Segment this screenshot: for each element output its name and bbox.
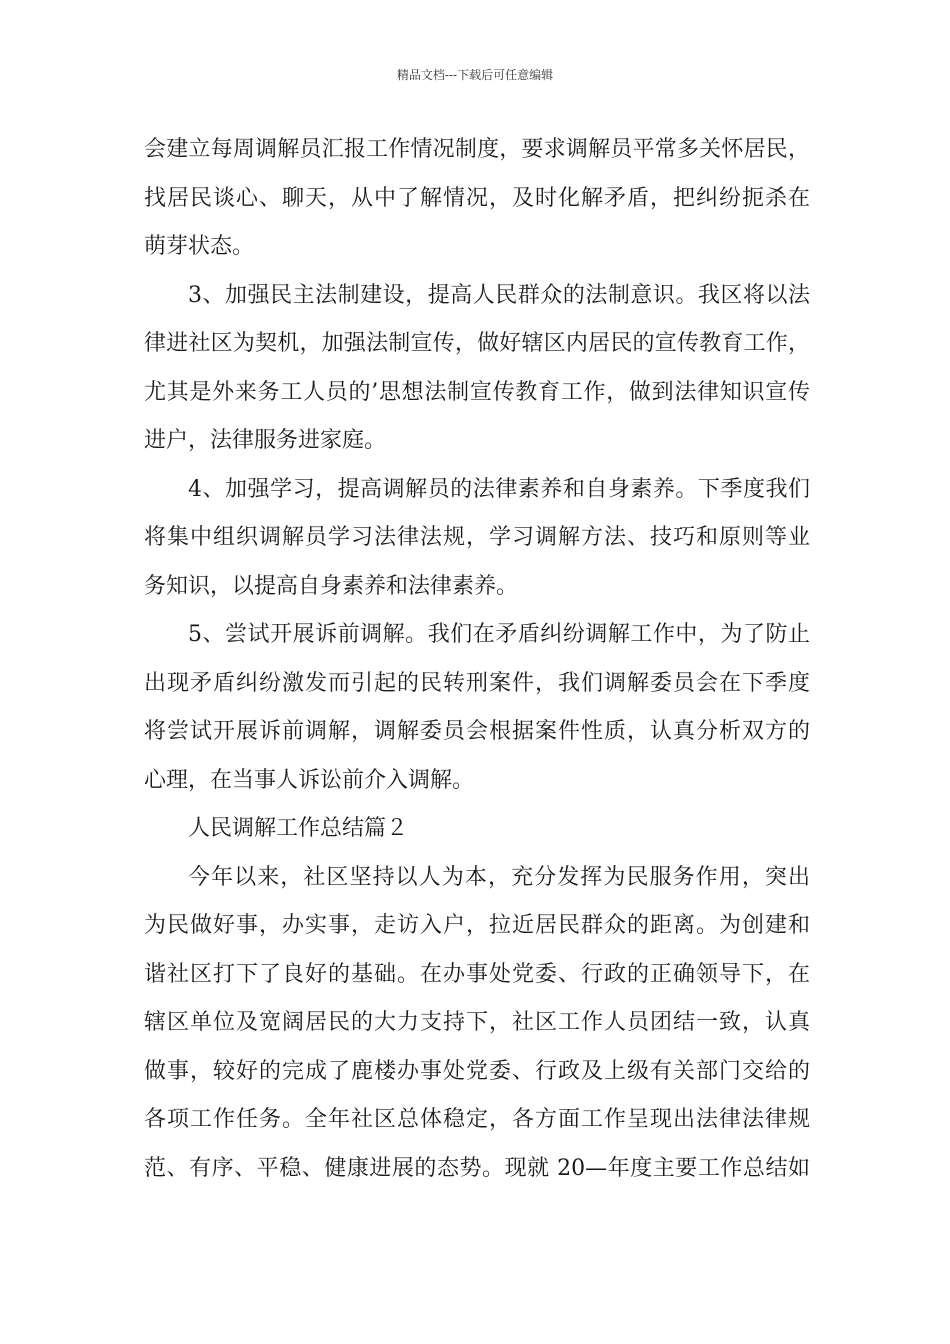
- text-line: 律进社区为契机，加强法制宣传，做好辖区内居民的宣传教育工作，: [144, 331, 810, 356]
- page-header: 精品文档---下载后可任意编辑: [396, 68, 554, 82]
- text-line: 进户，法律服务进家庭。: [144, 428, 387, 453]
- text-line: 会建立每周调解员汇报工作情况制度，要求调解员平常多关怀居民，: [144, 137, 810, 162]
- text-line: 范、有序、平稳、健康进展的态势。现就 20—年度主要工作总结如: [144, 1155, 810, 1181]
- document-body: [144, 126, 810, 1193]
- text-line: 将尝试开展诉前调解，调解委员会根据案件性质，认真分析双方的: [144, 719, 810, 744]
- text-line: 尤其是外来务工人员的’思想法制宣传教育工作，做到法律知识宣传: [144, 379, 810, 405]
- section-heading: 人民调解工作总结篇２: [188, 816, 409, 841]
- text-line: 出现矛盾纠纷激发而引起的民转刑案件，我们调解委员会在下季度: [144, 670, 810, 696]
- text-line: 为民做好事，办实事，走访入户，拉近居民群众的距离。为创建和: [144, 913, 810, 938]
- text-line: 辖区单位及宽阔居民的大力支持下，社区工作人员团结一致，认真: [144, 1010, 810, 1035]
- text-line: 5、尝试开展诉前调解。我们在矛盾纠纷调解工作中，为了防止: [188, 622, 810, 647]
- text-line: 各项工作任务。全年社区总体稳定，各方面工作呈现出法律法律规: [144, 1107, 810, 1132]
- text-line: 找居民谈心、聊天，从中了解情况，及时化解矛盾，把纠纷扼杀在: [144, 185, 810, 211]
- text-line: 3、加强民主法制建设，提高人民群众的法制意识。我区将以法: [188, 282, 810, 308]
- text-line: 4、加强学习，提高调解员的法律素养和自身素养。下季度我们: [188, 476, 810, 502]
- text-line: 今年以来，社区坚持以人为本，充分发挥为民服务作用，突出: [188, 864, 810, 890]
- text-line: 务知识，以提高自身素养和法律素养。: [144, 573, 519, 599]
- text-line: 萌芽状态。: [144, 234, 255, 259]
- text-line: 心理，在当事人诉讼前介入调解。: [144, 767, 475, 793]
- text-line: 将集中组织调解员学习法律法规，学习调解方法、技巧和原则等业: [144, 525, 810, 550]
- text-line: 谐社区打下了良好的基础。在办事处党委、行政的正确领导下，在: [144, 961, 810, 987]
- text-line: 做事，较好的完成了鹿楼办事处党委、行政及上级有关部门交给的: [144, 1058, 810, 1084]
